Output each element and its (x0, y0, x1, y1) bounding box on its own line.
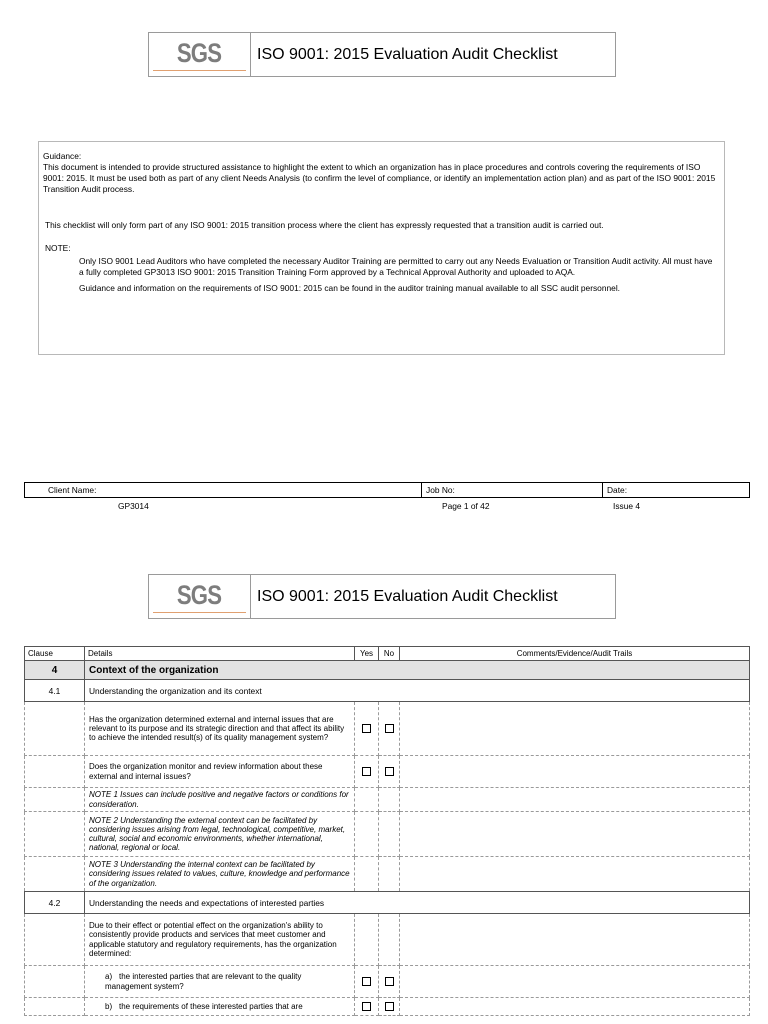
yes-checkbox[interactable] (362, 977, 371, 986)
table-row (25, 857, 750, 892)
table-row (25, 966, 750, 998)
document-title: ISO 9001: 2015 Evaluation Audit Checklist (257, 587, 558, 605)
yes-checkbox[interactable] (362, 767, 371, 776)
document-header (148, 32, 616, 77)
issue-number: Issue 4 (613, 501, 641, 511)
guidance-intro: This document is intended to provide structured assistance to highlight the extent to which an organization has in place procedures and controls covering the requirements of ISO 9001: 2015. It must be used both as part of any client Needs Analysis (to confirm the level of compliance, or identify an implementation action plan) and as part of the ISO 9001: 2015 Transition Audit process. (43, 162, 716, 194)
guidance-heading: Guidance: (43, 151, 82, 161)
subsection-row (25, 892, 750, 914)
question-text: Does the organization monitor and review information about these external and internal issues? (85, 756, 355, 788)
note-text: NOTE 3 Understanding the internal context can be facilitated by considering issues related to values, culture, knowledge and performance of the organization. (85, 857, 355, 892)
guidance-transition-note: This checklist will only form part of any ISO 9001: 2015 transition process where the client has expressly requested that a transition audit is carried out. (45, 220, 604, 230)
table-row (25, 756, 750, 788)
yes-checkbox[interactable] (362, 1002, 371, 1011)
date-field[interactable] (603, 483, 749, 497)
comments-cell[interactable] (400, 812, 750, 857)
col-no: No (379, 647, 400, 661)
sgs-logo (149, 575, 251, 618)
item-letter: b) (105, 1001, 113, 1011)
comments-cell[interactable] (400, 914, 750, 966)
table-header-row (25, 647, 750, 661)
yes-checkbox[interactable] (362, 724, 371, 733)
guidance-note-label: NOTE: (45, 243, 71, 253)
table-row (25, 702, 750, 756)
no-checkbox[interactable] (385, 1002, 394, 1011)
item-letter: a) (105, 972, 113, 982)
guidance-note-manual: Guidance and information on the requirements of ISO 9001: 2015 can be found in the auditor training manual available to all SSC audit personnel. (79, 283, 621, 293)
guidance-note-auditors: Only ISO 9001 Lead Auditors who have completed the necessary Auditor Training are permitted to carry out any Needs Evaluation or Transition Audit activity. All must have a fully completed GP3013 ISO 9001: 2015 Transition Training Form approved by a Technical Approval Authority and uploaded to AQA. (79, 256, 713, 277)
logo-underline (153, 612, 246, 613)
question-text: Due to their effect or potential effect on the organization's ability to consistently provide products and services that meet customer and applicable statutory and regulatory requirements, has the organization determined: (85, 914, 355, 966)
note-text: NOTE 1 Issues can include positive and negative factors or conditions for consideration. (85, 788, 355, 812)
table-row (25, 812, 750, 857)
subsection-clause: 4.1 (25, 680, 85, 702)
no-checkbox[interactable] (385, 977, 394, 986)
client-name-field[interactable] (25, 483, 422, 497)
no-checkbox[interactable] (385, 767, 394, 776)
job-number-field[interactable] (422, 483, 603, 497)
comments-cell[interactable] (400, 966, 750, 998)
page-number: Page 1 of 42 (442, 501, 490, 511)
client-info-row (24, 482, 750, 498)
logo-underline (153, 70, 246, 71)
client-name-label: Client Name: (48, 485, 97, 495)
question-text: Has the organization determined external and internal issues that are relevant to its purpose and its strategic direction and that affect its ability to achieve the intended result(s) of its quality management system? (85, 702, 355, 756)
logo-text: SGS (177, 580, 222, 610)
section-row (25, 661, 750, 680)
comments-cell[interactable] (400, 788, 750, 812)
col-comments: Comments/Evidence/Audit Trails (400, 647, 750, 661)
no-checkbox[interactable] (385, 724, 394, 733)
subsection-clause: 4.2 (25, 892, 85, 914)
comments-cell[interactable] (400, 702, 750, 756)
guidance-box (38, 141, 725, 355)
question-text: b) the requirements of these interested parties that are (85, 998, 355, 1016)
comments-cell[interactable] (400, 998, 750, 1016)
audit-checklist-table (24, 646, 750, 1016)
table-row (25, 998, 750, 1016)
table-row (25, 914, 750, 966)
note-text: NOTE 2 Understanding the external context can be facilitated by considering issues arising from legal, technological, competitive, market, cultural, social and economic environments, whether international, national, regional or local. (85, 812, 355, 857)
document-code: GP3014 (118, 501, 149, 511)
comments-cell[interactable] (400, 756, 750, 788)
col-details: Details (85, 647, 355, 661)
table-row (25, 788, 750, 812)
col-yes: Yes (355, 647, 379, 661)
document-header-page-2 (148, 574, 616, 619)
section-title: Context of the organization (85, 661, 750, 680)
subsection-title: Understanding the organization and its context (85, 680, 750, 702)
document-title: ISO 9001: 2015 Evaluation Audit Checklist (257, 45, 558, 63)
subsection-title: Understanding the needs and expectations of interested parties (85, 892, 750, 914)
section-clause: 4 (25, 661, 85, 680)
col-clause: Clause (25, 647, 85, 661)
sgs-logo (149, 33, 251, 76)
comments-cell[interactable] (400, 857, 750, 892)
question-text: a) the interested parties that are relevant to the quality management system? (85, 966, 355, 998)
logo-text: SGS (177, 38, 222, 68)
date-label: Date: (607, 485, 628, 495)
job-number-label: Job No: (426, 485, 455, 495)
subsection-row (25, 680, 750, 702)
